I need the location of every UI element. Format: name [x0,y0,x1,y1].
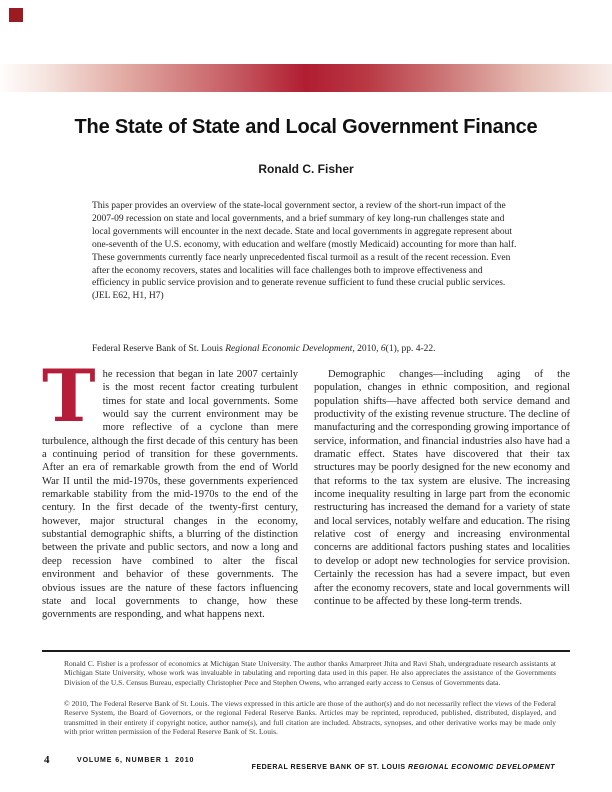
author-footnote: Ronald C. Fisher is a professor of economics at Michigan State University. The author thanks Amarpreet Jhita and Ravi Shah, undergraduate research assistants at Michigan State University, whose work was invaluable in tabulating and reporting data used in this paper. He also appreciates the assistance of the Governments Division of the U.S. Census Bureau, especially Christopher Pece and Stephen Owens, who arranged early access to Census of Governments data. [64,659,556,687]
citation-volume: 6 [380,344,386,354]
body-columns [42,353,571,622]
body-column-left [42,353,298,622]
header-gradient-bar [0,64,612,92]
citation-suffix: (1), pp. 4-22. [385,344,436,354]
body-paragraph-2: Demographic changes—including aging of the population, changes in ethnic composition, and regional population shifts—have affected both service demand and productivity of the existing revenue structure. The decline of manufacturing and the corresponding growing importance of service, information, and financial industries also have had a dramatic effect. States have discovered that their tax structures may be poorly designed for the new economy and that reforms to the tax system are elusive. The increasing income inequality resulting in large part from the economic restructuring has increased the demand for a variety of state and local services, notably welfare and education. The rising relative cost of energy and increasing environmental concerns are additional factors pushing states and localities to develop or adopt new technologies for service provision. Certainly the recession has had a severe impact, but even after the economy recovers, state and local governments will continue to be affected by these long-term trends. [314,369,571,607]
corner-mark [9,8,23,22]
copyright-notice: © 2010, The Federal Reserve Bank of St. Louis. The views expressed in this article are those of the author(s) and do not necessarily reflect the views of the Federal Reserve System, the Board of Governors, or the regional Federal Reserve Banks. Articles may be reprinted, reproduced, published, distributed, displayed, and transmitted in their entirety if copyright notice, author name(s), and full citation are included. Abstracts, synopses, and other derivative works may be made only with prior written permission of the Federal Reserve Bank of St. Louis. [64,699,556,737]
citation-prefix: Federal Reserve Bank of St. Louis [92,344,226,354]
body-column-right [314,368,570,622]
volume-info: VOLUME 6, NUMBER 1 2010 [77,757,195,764]
citation-middle: , 2010, [352,344,381,354]
page-footer [0,754,612,770]
page-number: 4 [44,754,50,766]
abstract-text: This paper provides an overview of the state-local government sector, a review of the short-run impact of the 2007-09 recession on state and local governments, and a brief summary of key long-run challenges state and local governments will encounter in the next decade. State and local governments in aggregate represent about one-seventh of the U.S. economy, with education and welfare (mostly Medicaid) accounting for more than half. These governments currently face nearly unprecedented fiscal turmoil as a result of the recent recession. Even after the economy recovers, states and localities will face challenges both to improve effectiveness and efficiency in public service provision and to generate revenue sufficient to fund these crucial public services. [92,201,517,289]
author-name: Ronald C. Fisher [258,162,354,176]
journal-name: REGIONAL ECONOMIC DEVELOPMENT [408,764,556,771]
bank-name: FEDERAL RESERVE BANK OF ST. LOUIS [251,764,409,771]
citation-journal-title: Regional Economic Development [225,344,353,354]
footnote-divider [42,650,570,652]
journal-footer-line [237,757,555,778]
abstract [92,200,522,303]
drop-cap: T [42,353,96,438]
citation-line [92,344,562,354]
jel-codes: (JEL E62, H1, H7) [92,291,164,302]
body-paragraph-1: he recession that began in late 2007 certainly is the most recent factor creating turbulent times for state and local governments. Some would say the current environment may be more reflective of a cyclone than mere turbulence, although the first decade of this century has been a continuing period of transition for these governments. After an era of remarkable growth from the end of World War II until the mid-1970s, these governments experienced remarkable stability from the mid-1970s to the end of the century. In the first decade of the twenty-first century, however, major structural changes in the economy, substantial demographic shifts, a blurring of the distinction between the private and public sectors, and now a long and deep recession have combined to alter the fiscal environment and behavior of these governments. The obvious issues are the nature of these factors influencing state and local governments to change, how these governments are responding, and what happens next. [42,369,298,621]
article-title: The State of State and Local Government Finance [74,116,538,139]
